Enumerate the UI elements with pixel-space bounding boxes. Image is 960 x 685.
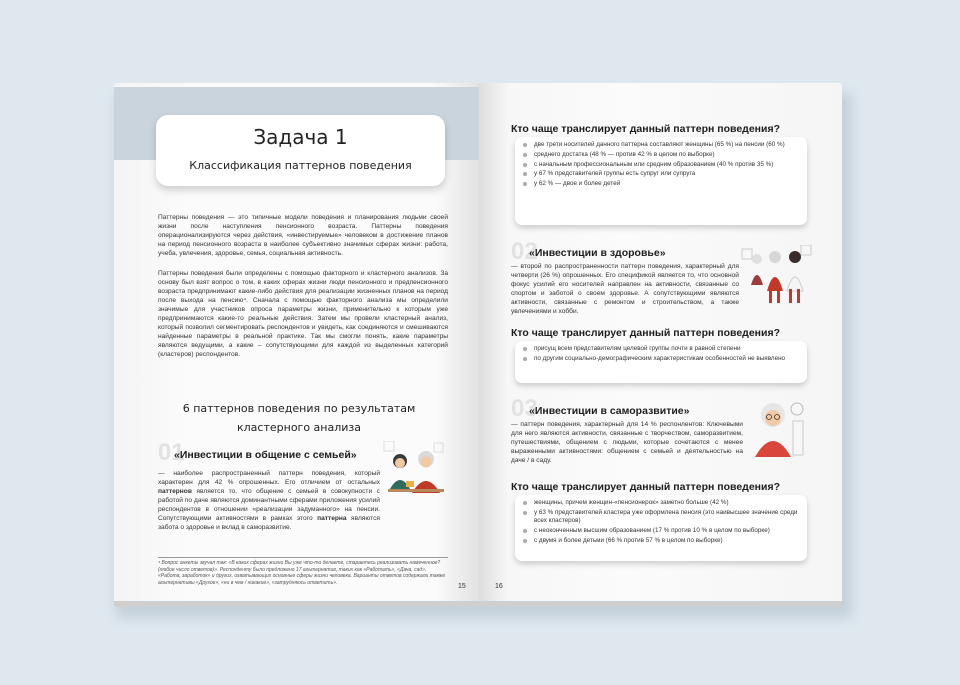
section-2-text: — второй по распространенности паттерн поведения, характерный для четверти (26 %) опрошенных. Его спецификой является то, что основной фокус усилий его носителей направлен на активности, связанные со спортом и заботой о своем здоровье. А сопутствующими являются активности, связанные с ремонтом и строительством, а также увлечениями и хобби. (511, 263, 739, 315)
section-3-number: 03 (511, 395, 538, 422)
page-number-left: 15 (458, 583, 466, 590)
q1-item-4: у 67 % представителей группы есть супруг или супруга (523, 170, 799, 178)
q1-heading: Кто чаще транслирует данный паттерн поведения? (511, 123, 780, 135)
page-subtitle: Классификация паттернов поведения (189, 159, 412, 172)
health-illustration-svg (741, 245, 813, 307)
left-page (114, 83, 479, 603)
footnote: ⁴ Вопрос анкеты звучал так: «В каких сферах жизни Вы уже что-то делаете, стараетесь реализовать намеченное? (любое число ответов)». Респонденту было предложено 17 альтернатив, таких как «Работать», «Дача, сад», «Работа, заработок» и других, охватывающих основные сферы жизни человека. Варианты ответов содержали также альтернативы «Другое», «ни в чем / никакие», «затрудняюсь ответить». (158, 557, 448, 586)
q3-item-2: у 63 % представителей кластера уже оформлена пенсия (это наивысшее значение среди всех кластеров) (523, 509, 799, 526)
family-illustration (382, 441, 450, 501)
q3-item-4: с двумя и более детьми (66 % против 57 % в целом по выборке) (523, 537, 799, 545)
open-booklet (108, 83, 852, 613)
right-page (479, 83, 842, 603)
q1-item-2: среднего достатка (48 % — против 42 % в целом по выборке) (523, 151, 799, 159)
section-2-title: «Инвестиции в здоровье» (529, 247, 666, 259)
family-illustration-svg (382, 441, 450, 501)
q3-item-3: с неоконченным высшим образованием (17 % против 10 % в целом по выборке) (523, 527, 799, 535)
health-illustration (741, 245, 813, 307)
q2-item-2: по другим социально-демографическим характеристикам особенностей не выявлено (523, 355, 799, 363)
section-subheading (154, 399, 444, 437)
section-2-number: 02 (511, 238, 538, 265)
q3-item-1: женщины, причем женщин-«пенсионерок» заметно больше (42 %) (523, 499, 799, 507)
self-development-illustration (749, 399, 807, 459)
section-3-title: «Инвестиции в саморазвитие» (529, 405, 690, 417)
q1-item-3: с начальным профессиональным или средним образованием (40 % против 35 %) (523, 161, 799, 169)
subheading-line-2: кластерного анализа (237, 421, 361, 434)
intro-paragraph-1: Паттерны поведения — это типичные модели поведения и планирования людьми своей жизни после наступления пенсионного возраста. Паттерны поведения операционализируются через действия, «инвестируемые» человеком в достижение планов на период пенсионного возраста в наиболее субъективно значимых сферах жизни: работа, учеба, увлечения, здоровье, семья, социальная активность. (158, 214, 448, 257)
page-number-right: 16 (495, 583, 503, 590)
page-edges (114, 601, 842, 607)
section-bold-1: паттернов (158, 488, 192, 495)
subheading-line-1: 6 паттернов поведения по результатам (182, 402, 416, 415)
section-text (158, 469, 380, 532)
q2-card (515, 341, 807, 383)
self-development-illustration-svg (749, 399, 807, 459)
section-3-text: — паттерн поведения, характерный для 14 % респонлентов: Ключевыми для него являются активности, связанные с творчеством, саморазвитием, путешествиями, общением с людьми, которые сочетаются с менее выраженными активностями: общением с семьей и деятельностью на даче / в саду. (511, 421, 743, 464)
intro-paragraph-2: Паттерны поведения были определены с помощью факторного и кластерного анализов. За основу был взят вопрос о том, в каких сферах жизни люди пенсионного и предпенсионного возраста предпринимают какие-либо действия для реализации жизненных планов на период после выхода на пенсию⁴. Сначала с помощью факторного анализа мы определили значимые для участников опроса параметры жизни, применительно к которым уже предпринимаются какие-то реальные действия. Затем мы провели кластерный анализ, который позволил сегментировать респондентов и увидеть, как соединяются и смешиваются найденные параметры в реальной практике. Так мы смогли понять, какие параметры являются ведущими, а какие – сопутствующими для каждой из выделенных категорий (кластеров) респондентов. (158, 270, 448, 358)
section-number: 01 (158, 439, 185, 466)
q1-item-5: у 62 % — двое и более детей (523, 180, 799, 188)
title-box (156, 115, 445, 186)
q1-card (515, 137, 807, 225)
section-bold-2: паттерна (317, 515, 347, 522)
q2-item-1: присущ всем представителям целевой группы почти в равной степени (523, 345, 799, 353)
page-title: Задача 1 (253, 125, 348, 149)
q3-heading: Кто чаще транслирует данный паттерн поведения? (511, 481, 780, 493)
q2-heading: Кто чаще транслирует данный паттерн поведения? (511, 327, 780, 339)
section-text-c: являются забота о здоровье и вклад в саморазвитие. (158, 515, 380, 531)
section-text-a: — наиболее распространенный паттерн поведения, который характерен для 42 % опрошенных. Его отличием от остальных (158, 470, 380, 486)
section-text-b: является то, что общение с семьей в совокупности с работой по даче являются доминантными сферами приложения усилий респондентов в отношении «реализации задуманного» на пенсии. Сопутствующими активностями в рамках этого (158, 488, 380, 522)
q1-item-1: две трети носителей данного паттерна составляют женщины (65 %) на пенсии (60 %) (523, 141, 799, 149)
section-title: «Инвестиции в общение с семьей» (174, 449, 357, 461)
q3-card (515, 495, 807, 561)
